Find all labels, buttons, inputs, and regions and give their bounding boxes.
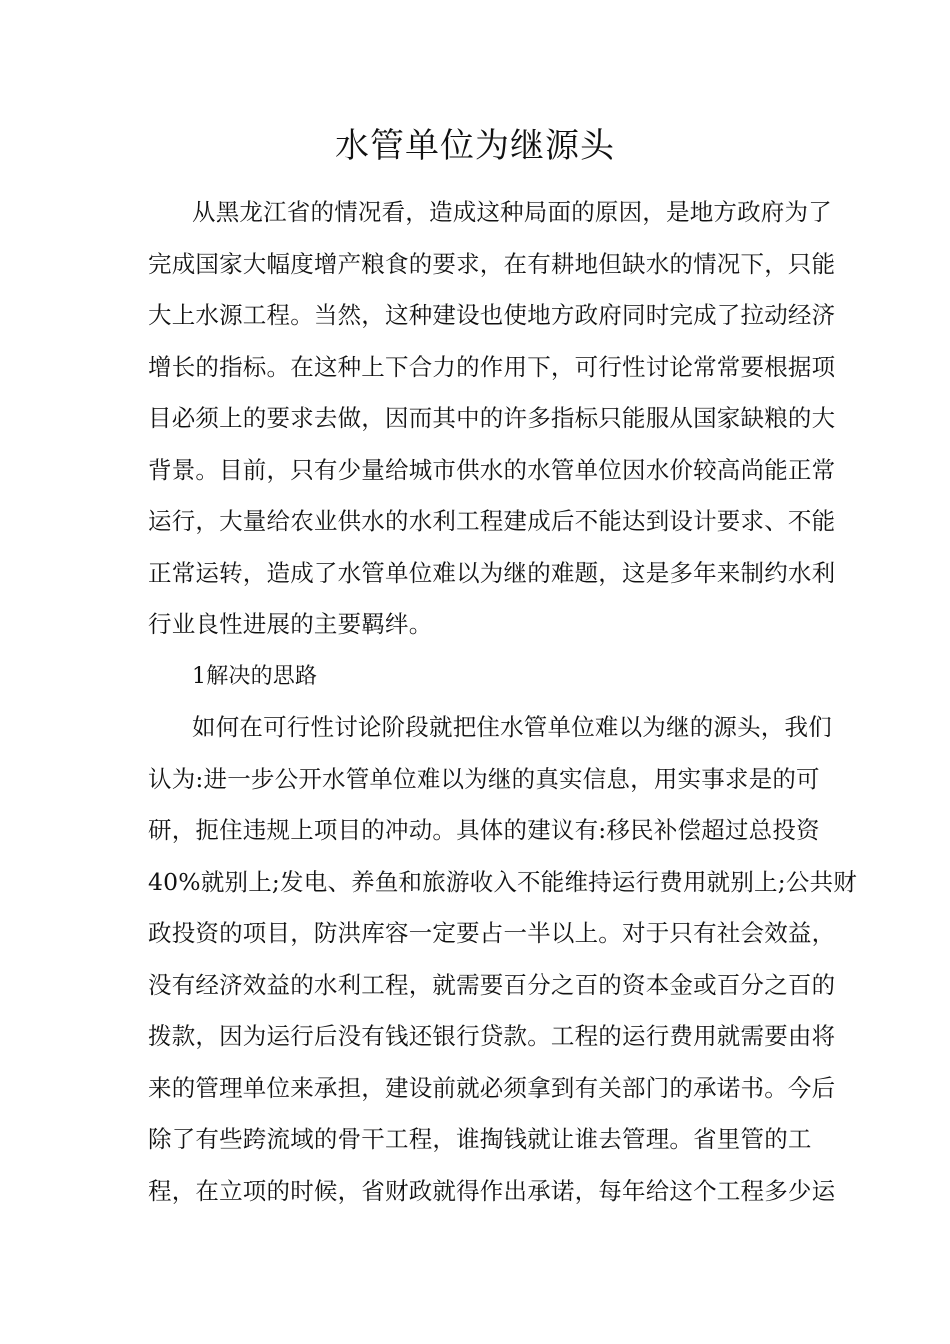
paragraph-line: 运行，大量给农业供水的水利工程建成后不能达到设计要求、不能 [148,507,836,535]
paragraph-line: 完成国家大幅度增产粮食的要求，在有耕地但缺水的情况下，只能 [148,249,836,278]
paragraph-line: 增长的指标。在这种上下合力的作用下，可行性讨论常常要根据项 [148,352,836,381]
paragraph-line: 正常运转，造成了水管单位难以为继的难题，这是多年来制约水利 [148,558,836,587]
paragraph-line: 没有经济效益的水利工程，就需要百分之百的资本金或百分之百的 [148,970,836,999]
paragraph-line: 从黑龙江省的情况看，造成这种局面的原因，是地方政府为了 [192,198,832,226]
paragraph-line: 目必须上的要求去做，因而其中的许多指标只能服从国家缺粮的大 [148,404,836,432]
paragraph-line: 认为:进一步公开水管单位难以为继的真实信息，用实事求是的可 [148,764,820,793]
document-body [148,187,857,1217]
paragraph-line: 如何在可行性讨论阶段就把住水管单位难以为继的源头，我们 [192,713,832,741]
paragraph-line: 研，扼住违规上项目的冲动。具体的建议有:移民补偿超过总投资 [148,816,820,844]
document-title: 水管单位为继源头 [335,126,615,166]
paragraph-line: 除了有些跨流域的骨干工程，谁掏钱就让谁去管理。省里管的工 [148,1125,812,1153]
paragraph-line: 政投资的项目，防洪库容一定要占一半以上。对于只有社会效益， [148,919,836,947]
paragraph-line: 大上水源工程。当然，这种建设也使地方政府同时完成了拉动经济 [148,301,836,329]
paragraph-line: 40%就别上;发电、养鱼和旅游收入不能维持运行费用就别上;公共财 [148,867,857,896]
section-heading: 1解决的思路 [192,663,318,689]
paragraph-line: 拨款，因为运行后没有钱还银行贷款。工程的运行费用就需要由将 [148,1022,836,1050]
paragraph-line: 行业良性进展的主要羁绊。 [148,610,433,638]
paragraph-line: 来的管理单位来承担，建设前就必须拿到有关部门的承诺书。今后 [148,1073,836,1102]
paragraph-line: 背景。目前，只有少量给城市供水的水管单位因水价较高尚能正常 [148,455,836,484]
paragraph-line: 程，在立项的时候，省财政就得作出承诺，每年给这个工程多少运 [148,1176,836,1205]
